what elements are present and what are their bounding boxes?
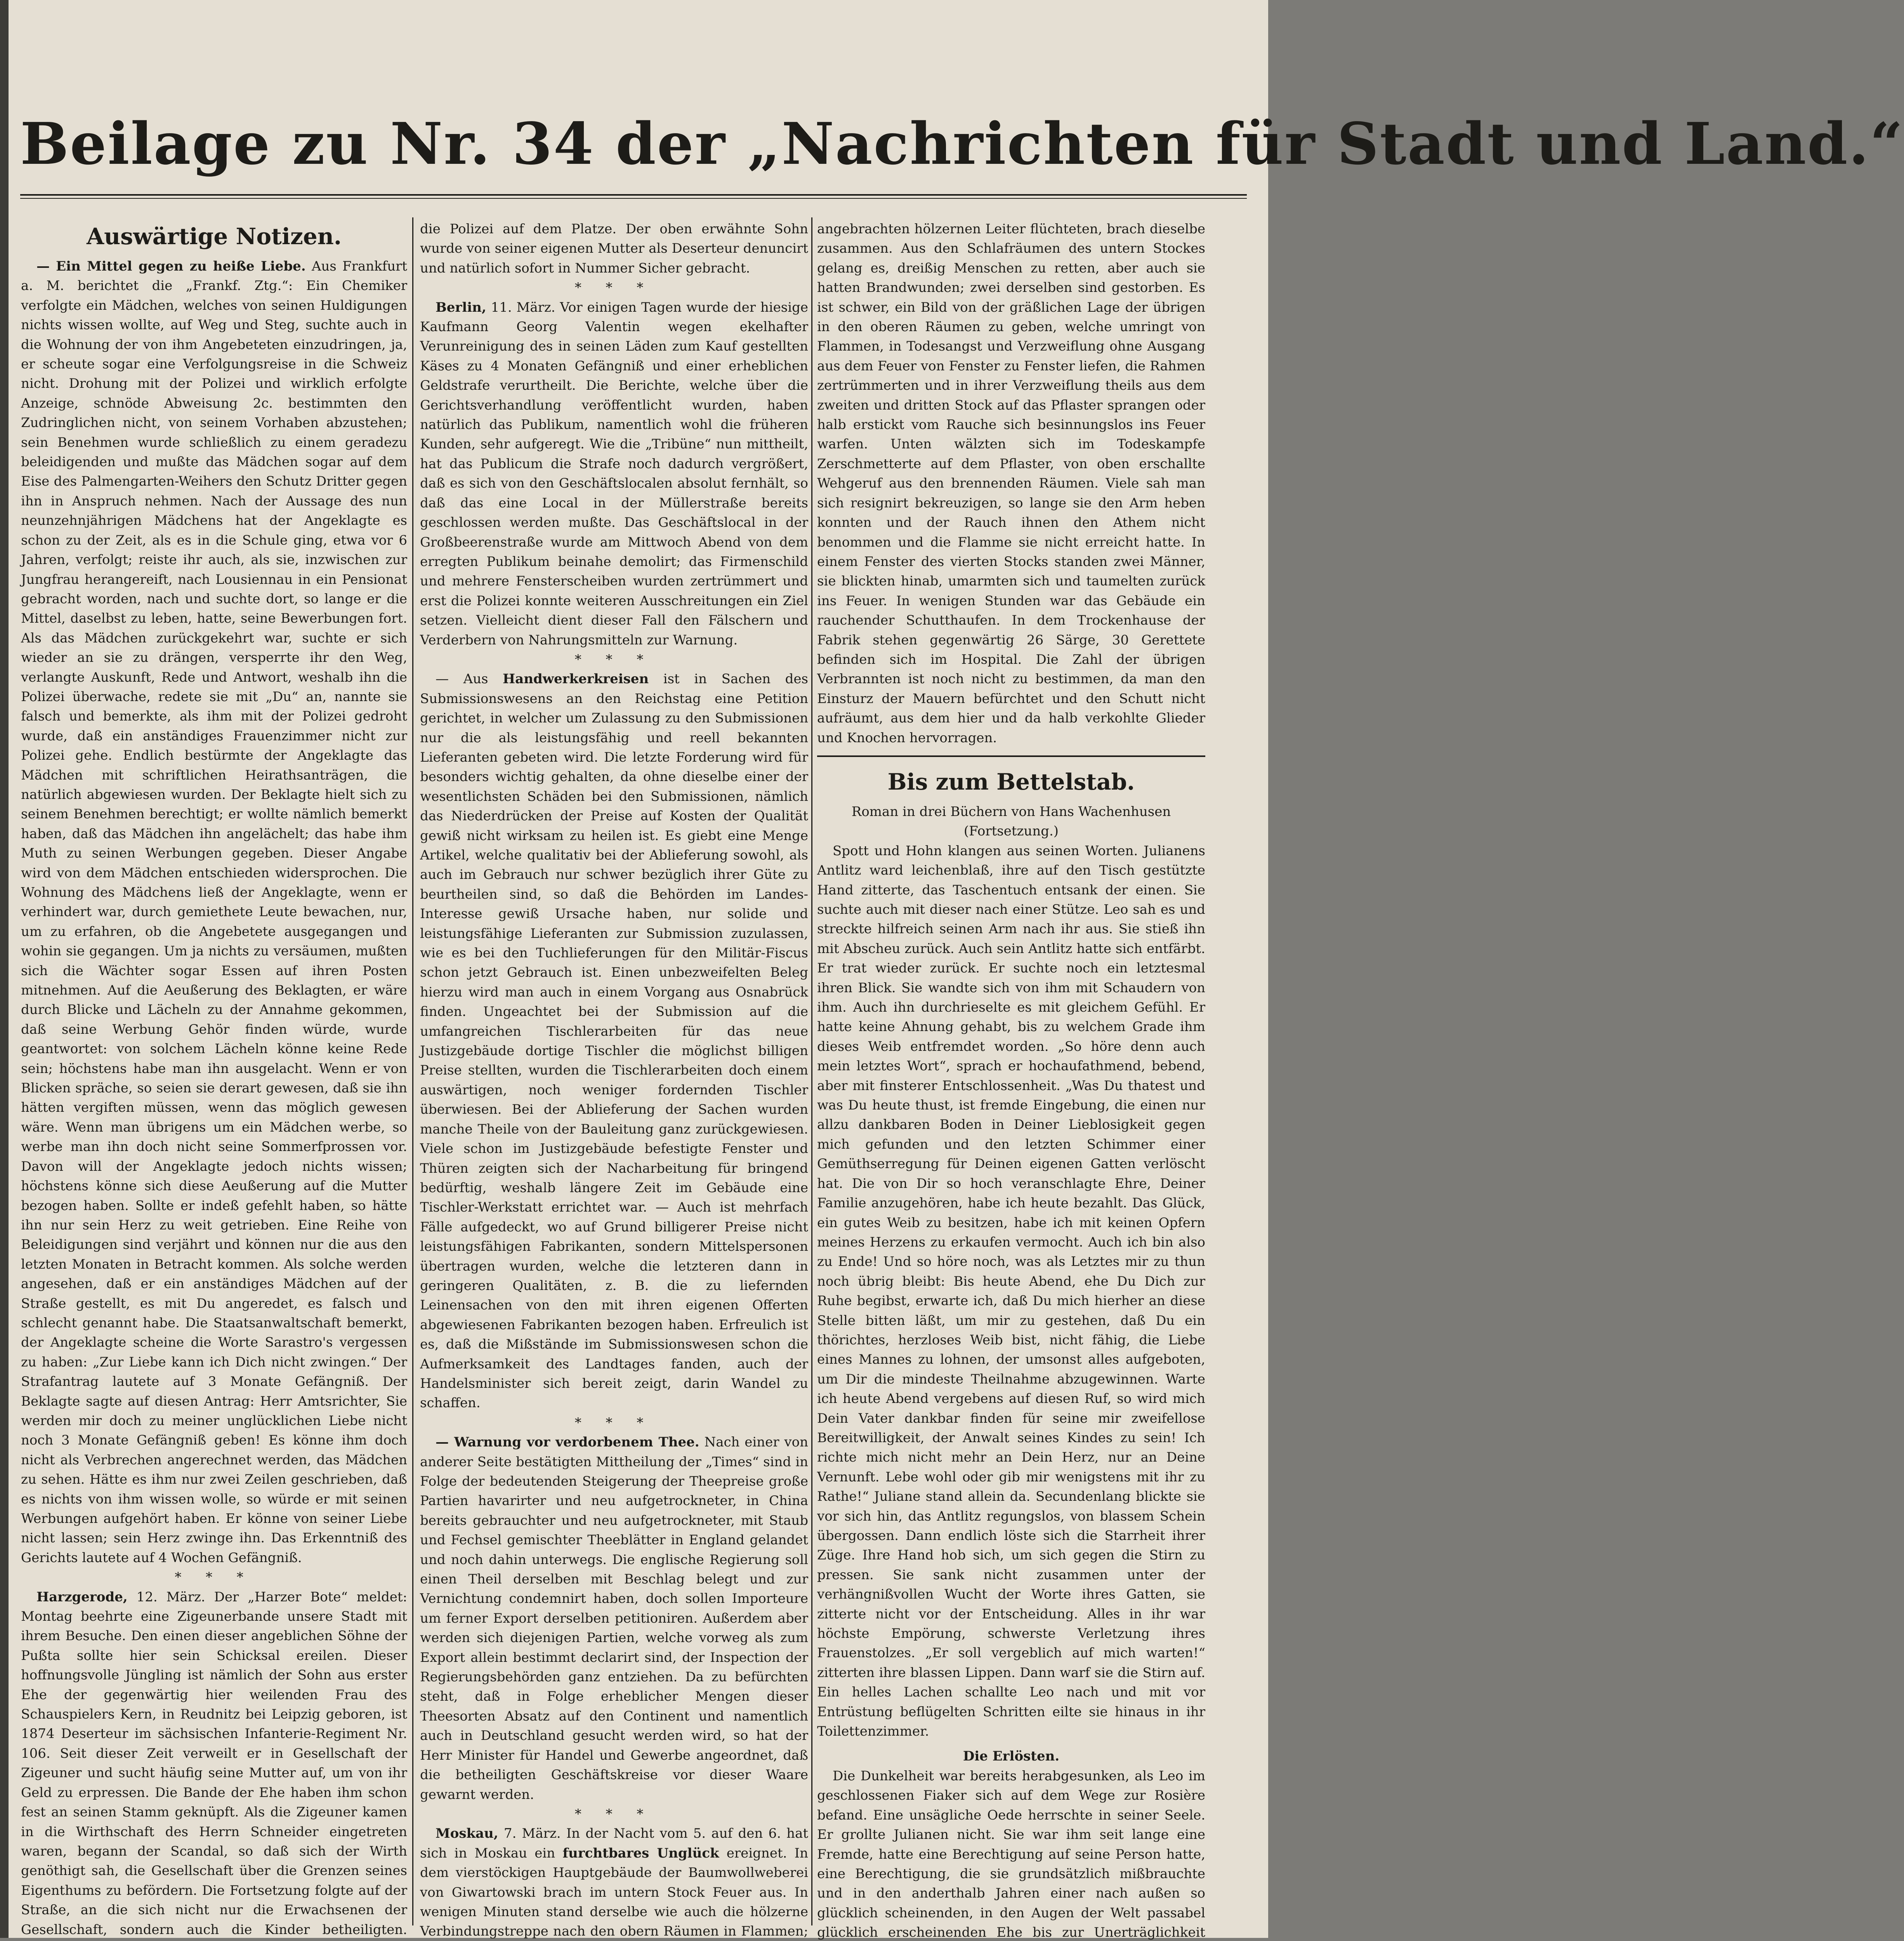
article-continuation: angebrachten hölzernen Leiter flüchteten, brach dieselbe zusammen. Aus den Schlafräumen des untern Stockes gelang es, dreißig Menschen zu retten, aber auch sie hatten Brandwunden; zwei derselben sind gestorben. Es ist schwer, ein Bild von der gräßlichen Lage der übrigen in den oberen Räumen zu geben, welche umringt von Flammen, in Todesangst und Verzweiflung ohne Ausgang aus dem Feuer von Fenster zu Fenster liefen, die Rahmen zertrümmerten und in ihrer Verzweiflung theils aus dem zweiten und dritten Stock auf das Pflaster sprangen oder halb erstickt vom Rauche sich besinnungslos ins Feuer warfen. Unten wälzten sich im Todeskampfe Zerschmetterte auf dem Pflaster, von oben erschallte Wehgeruf aus den brennenden Räumen. Viele sah man sich resignirt bekreuzigen, so lange sie den Arm heben konnten und der Rauch ihnen den Athem nicht benommen und die Flamme sie nicht erreicht hatte. In einem Fenster des vierten Stocks standen zwei Männer, sie blickten hinab, umarmten sich und taumelten zurück ins Feuer. In wenigen Stunden war das Gebäude ein rauchender Schutthaufen. In dem Trockenhause der Fabrik stehen gegenwärtig 26 Särge, 30 Gerettete befinden sich im Hospital. Die Zahl der übrigen Verbrannten ist noch nicht zu bestimmen, da man den Einsturz der Mauern befürchtet und den Schutt nicht aufräumt, aus dem hier und da halb verkohlte Glieder und Knochen hervorragen.: [817, 221, 1205, 746]
article-handwerker: [420, 669, 808, 1413]
serial-heading: Bis zum Bettelstab.: [887, 768, 1135, 795]
article-emphasis: furchtbares Unglück: [562, 1845, 719, 1861]
article-place: Berlin,: [436, 299, 486, 315]
article-continuation: die Polizei auf dem Platze. Der oben erwähnte Sohn wurde von seiner eigenen Mutter als Deserteur denuncirt und natürlich sofort in Nummer Sicher gebracht.: [420, 221, 808, 276]
serial-text: Spott und Hohn klangen aus seinen Worten. Julianens Antlitz ward leichenblaß, ihre auf den Tisch gestützte Hand zitterte, das Taschentuch entsank der einen. Sie suchte auch mit dieser nach einer Stütze. Leo sah es und streckte hilfreich seinen Arm nach ihr aus. Sie stieß ihn mit Abscheu zurück. Auch sein Antlitz hatte sich entfärbt. Er trat wieder zurück. Er suchte noch ein letztesmal ihren Blick. Sie wandte sich von ihm mit Schaudern von ihm. Auch ihn durchrieselte es mit gleichem Gefühl. Er hatte keine Ahnung gehabt, bis zu welchem Grade ihm dieses Weib entfremdet worden. „So höre denn auch mein letztes Wort“, sprach er hochaufathmend, bebend, aber mit finsterer Entschlossenheit. „Was Du thatest und was Du heute thust, ist fremde Eingebung, die einen nur allzu dankbaren Boden in Deiner Lieblosigkeit gegen mich gefunden und den letzten Schimmer einer Gemüthserregung für Deinen eigenen Gatten verlöscht hat. Die von Dir so hoch veranschlagte Ehre, Deiner Familie anzugehören, habe ich heute bezahlt. Das Glück, ein gutes Weib zu besitzen, habe ich mit keinen Opfern meines Herzens zu erkaufen vermocht. Auch ich bin also zu Ende! Und so höre noch, was als Letztes mir zu thun noch übrig bleibt: Bis heute Abend, ehe Du Dich zur Ruhe begibst, erwarte ich, daß Du mich hierher an diese Stelle bitten läßt, um mir zu gestehen, daß Du ein thörichtes, herzloses Weib bist, nicht fähig, die Liebe eines Mannes zu lohnen, der umsonst alles aufgeboten, um Dir die mindeste Theilnahme abzugewinnen. Warte ich heute Abend vergebens auf diesen Ruf, so wird mich Dein Vater dankbar finden für seine mir zweifellose Bereitwilligkeit, der Anwalt seines Kindes zu sein! Ich richte mich nicht mehr an Dein Herz, nur an Deine Vernunft. Lebe wohl oder gib mir wenigstens mit ihr zu Rathe!“ Juliane stand allein da. Secundenlang blickte sie vor sich hin, das Antlitz regungslos, von blassem Schein übergossen. Dann endlich löste sich die Starrheit ihrer Züge. Ihre Hand hob sich, um sich gegen die Stirn zu pressen. Sie sank nicht zusammen unter der verhängnißvollen Wucht der Worte ihres Gatten, sie zitterte nicht vor der Entscheidung. Alles in ihr war höchste Empörung, schwerste Verletzung ihres Frauenstolzes. „Er soll vergeblich auf mich warten!“ zitterten ihre blassen Lippen. Dann warf sie die Stirn auf. Ein helles Lachen schallte Leo nach und mit vor Entrüstung beflügelten Schritten eilte sie hinaus in ihr Toilettenzimmer.: [817, 843, 1205, 1740]
separator-stars: * * *: [574, 1415, 654, 1431]
masthead-rule-top: [20, 194, 1247, 196]
section-heading: Auswärtige Notizen.: [86, 223, 342, 250]
column-3: [817, 219, 1205, 1941]
column-rule-1: [412, 217, 413, 1925]
article-thee: [420, 1432, 808, 1804]
article-moskau: [420, 1824, 808, 1941]
article-frankfurt: [21, 257, 407, 1568]
separator-stars: * * *: [574, 1806, 654, 1822]
serial-byline: Roman in drei Büchern von Hans Wachenhusen: [851, 804, 1171, 819]
separator-stars: * * *: [574, 651, 654, 667]
serial-continuation-note: (Fortsetzung.): [963, 823, 1059, 839]
article-text: ist in Sachen des Submissionswesens an den Reichstag eine Petition gerichtet, in welcher um Zulassung zu den Submissionen nur die als leistungsfähig und reell bekannten Lieferanten gebeten wird. Die letzte Forderung wird für besonders wichtig gehalten, da ohne dieselbe einer der wesentlichsten Schäden bei den Submissionen, nämlich das Niederdrücken der Preise auf Kosten der Qualität gewiß nicht wirksam zu heilen ist. Es giebt eine Menge Artikel, welche qualitativ bei der Ablieferung sowohl, als auch im Gebrauch nur schwer bezüglich ihrer Güte zu beurtheilen sind, so daß die Behörden im Landes-Interesse gewiß Ursache haben, nur solide und leistungsfähige Lieferanten zur Submission zuzulassen, wie es bei den Tuchlieferungen für den Militär-Fiscus schon jetzt Gebrauch ist. Einen unbezweifelten Beleg hierzu wird man auch in einem Vorgang aus Osnabrück finden. Ungeachtet bei der Submission auf die umfangreichen Tischlerarbeiten für das neue Justizgebäude dortige Tischler die möglichst billigen Preise stellten, wurden die Tischlerarbeiten doch einem auswärtigen, noch weniger fordernden Tischler überwiesen. Bei der Ablieferung der Sachen wurden manche Theile von der Bauleitung ganz zurückgewiesen. Viele schon im Justizgebäude befestigte Fenster und Thüren zeigten sich der Nacharbeitung für bringend bedürftig, weshalb längere Zeit im Gebäude eine Tischler-Werkstatt errichtet war. — Auch ist mehrfach Fälle aufgedeckt, wo auf Grund billigerer Preise nicht leistungsfähigen Fabrikanten, sondern Mittelspersonen übertragen wurden, welche die letzteren dann in geringeren Qualitäten, z. B. die zu liefernden Leinensachen von den mit ihren eigenen Offerten abgewiesenen Fabrikanten bezogen haben. Erfreulich ist es, daß die Mißstände im Submissionswesen schon die Aufmerksamkeit des Landtages fanden, auch der Handelsminister sich bereit zeigt, darin Wandel zu schaffen.: [420, 671, 809, 1411]
column-2: [420, 219, 809, 1939]
scanner-edge: [0, 0, 9, 1938]
article-place: Harzgerode,: [36, 1589, 128, 1605]
article-text: 7. März. In der Nacht vom 5. auf den 6. hat sich in Moskau ein: [420, 1826, 809, 1861]
article-text: 11. März. Vor einigen Tagen wurde der hiesige Kaufmann Georg Valentin wegen ekelhafter Verunreinigung des in seinen Läden zum Kauf gestellten Käses zu 4 Monaten Gefängniß und einer erheblichen Geldstrafe verurtheilt. Die Berichte, welche über die Gerichtsverhandlung veröffentlicht wurden, haben natürlich das Publikum, namentlich wohl die früheren Kunden, sehr aufgeregt. Wie die „Tribüne“ nun mittheilt, hat das Publicum die Strafe noch dadurch vergrößert, daß es sich von den Geschäftslocalen absolut fernhält, so daß das eine Local in der Müllerstraße bereits geschlossen werden mußte. Das Geschäftslocal in der Großbeerenstraße wurde am Mittwoch Abend von dem erregten Publikum beinahe demolirt; das Firmenschild und mehrere Fensterscheiben wurden zertrümmert und erst die Polizei konnte weiteren Ausschreitungen ein Ziel setzen. Vielleicht dient dieser Fall den Fälschern und Verderbern von Nahrungsmitteln zur Warnung.: [420, 299, 808, 648]
column-rule-2: [811, 217, 812, 1925]
separator-stars: * * *: [574, 280, 654, 296]
article-lead: — Aus: [436, 671, 488, 687]
article-title: Handwerkerkreisen: [503, 671, 649, 687]
article-title: — Ein Mittel gegen zu heiße Liebe.: [36, 259, 306, 274]
masthead-rule-bottom: [20, 198, 1247, 199]
column-1: [21, 219, 408, 1938]
article-text: ereignet. In dem vierstöckigen Hauptgebäude der Baumwollweberei von Giwartowski brach im untern Stock Feuer aus. In wenigen Minuten stand derselbe wie auch die hölzerne Verbindungstreppe nach den obern Räumen in Flammen;: [420, 1845, 808, 1939]
masthead-title: Beilage zu Nr. 34 der „Nachrichten für Stadt und Land.“: [20, 110, 1904, 177]
chapter-heading: Die Erlösten.: [963, 1748, 1060, 1764]
article-text: Aus Frankfurt a. M. berichtet die „Frankf. Ztg.“: Ein Chemiker verfolgte ein Mädchen, welches von seinen Huldigungen nichts wissen wollte, auf Weg und Steg, suchte auch in die Wohnung der von ihm Angebeteten einzudringen, ja, er scheute sogar eine Verfolgungsreise in die Schweiz nicht. Drohung mit der Polizei und wirklich erfolgte Anzeige, schnöde Abweisung 2c. bestimmten den Zudringlichen nicht, von seinem Vorhaben abzustehen; sein Benehmen wurde schließlich zu einem geradezu beleidigenden und mußte das Mädchen sogar auf dem Eise des Palmengarten-Weihers den Schutz Dritter gegen ihn in Anspruch nehmen. Nach der Aussage des nun neunzehnjährigen Mädchens hat der Angeklagte es schon zu der Zeit, als es in die Schule ging, etwa vor 6 Jahren, verfolgt; reiste ihr auch, als sie, inzwischen zur Jungfrau herangereift, nach Lousiennau in ein Pensionat gebracht worden, nach und suchte dort, so lange er die Mittel, daselbst zu leben, hatte, seine Bewerbungen fort. Als das Mädchen zurückgekehrt war, suchte er sich wieder an sie zu drängen, versperrte ihr den Weg, verlangte Auskunft, Rede und Antwort, weshalb ihn die Polizei überwache, redete sie mit „Du“ an, nannte sie falsch und bemerkte, als ihm mit der Polizei gedroht wurde, daß ein anständiges Frauenzimmer nicht zur Polizei gehe. Endlich bestürmte der Angeklagte das Mädchen mit schriftlichen Heirathsanträgen, die natürlich abgewiesen wurden. Der Beklagte hielt sich zu seinem Benehmen berechtigt; er wollte nämlich bemerkt haben, daß das Mädchen ihn angelächelt; das habe ihm Muth zu seinen Werbungen gegeben. Dieser Angabe wird von dem Mädchen entschieden widersprochen. Die Wohnung des Mädchens ließ der Angeklagte, wenn er verhindert war, durch gemiethete Leute bewachen, nur, um zu erfahren, ob die Angebetete ausgegangen und wohin sie gegangen. Um ja nichts zu versäumen, mußten sich die Wächter sogar Essen auf ihren Posten mitnehmen. Auf die Aeußerung des Beklagten, er wäre durch Blicke und Lächeln zu der Annahme gekommen, daß seine Werbung Gehör finden würde, wurde geantwortet: von solchem Lächeln könne keine Rede sein; höchstens habe man ihn ausgelacht. Wenn er von Blicken spräche, so seien sie derart gewesen, daß sie ihn hätten vergiften müssen, wenn das möglich gewesen wäre. Wenn man übrigens um ein Mädchen werbe, so werbe man ihn doch nicht seine Sommerfprossen vor. Davon will der Angeklagte jedoch nichts wissen; höchstens könne sich diese Aeußerung auf die Mutter bezogen haben. Sollte er indeß gefehlt haben, so hätte ihn nur sein Herz zu weit getrieben. Eine Reihe von Beleidigungen sind verjährt und können nur die aus den letzten Monaten in Betracht kommen. Als solche werden angesehen, daß er ein anständiges Mädchen auf der Straße gestellt, es mit Du angeredet, es falsch und schlecht genannt habe. Die Staatsanwaltschaft bemerkt, der Angeklagte scheine die Worte Sarastro's vergessen zu haben: „Zur Liebe kann ich Dich nicht zwingen.“ Der Strafantrag lautete auf 3 Monate Gefängniß. Der Beklagte sagte auf diesen Antrag: Herr Amtsrichter, Sie werden mir doch zu meiner unglücklichen Liebe nicht noch 3 Monate Gefängniß geben! Es könne ihm doch nicht als Verbrechen angerechnet werden, das Mädchen zu sehen. Hätte es ihm nur zwei Zeilen geschrieben, daß es nichts von ihm wissen wolle, so würde er mit seinen Werbungen aufgehört haben. Er könne von seiner Liebe nicht lassen; sein Herz zwinge ihn. Das Erkenntniß des Gerichts lautete auf 4 Wochen Gefängniß.: [21, 259, 408, 1566]
serial-divider: [817, 755, 1205, 757]
article-text: 12. März. Der „Harzer Bote“ meldet: Montag beehrte eine Zigeunerbande unsere Stadt mit ihrem Besuche. Den einen dieser angeblichen Söhne der Pußta sollte hier sein Schicksal ereilen. Dieser hoffnungsvolle Jüngling ist nämlich der Sohn aus erster Ehe der gegenwärtig hier weilenden Frau des Schauspielers Kern, in Reudnitz bei Leipzig geboren, ist 1874 Deserteur im sächsischen Infanterie-Regiment Nr. 106. Seit dieser Zeit verweilt er in Gesellschaft der Zigeuner und sucht häufig seine Mutter auf, um von ihr Geld zu erpressen. Die Bande der Ehe haben ihm schon fest an seinen Stamm geknüpft. Als die Zigeuner kamen in die Wirthschaft des Herrn Schneider eingetreten waren, begann der Scandal, so daß sich der Wirth genöthigt sah, die Gesellschaft über die Grenzen seines Eigenthums zu befördern. Die Fortsetzung folgte auf der Straße, an die sich nicht nur die Erwachsenen der Gesellschaft, sondern auch die Kinder betheiligten.: [21, 1589, 407, 1938]
article-text: Nach einer von anderer Seite bestätigten Mittheilung der „Times“ sind in Folge der bedeutenden Steigerung der Theepreise große Partien havarirter und neu aufgetrockneter, in China bereits gebrauchter und neu aufgetrockneter, mit Staub und Fechsel gemischter Theeblätter in England gelandet und noch dahin unterwegs. Die englische Regierung soll einen Theil derselben mit Beschlag belegt und zur Vernichtung condemnirt haben, doch sollen Importeure um ferner Export derselben petitioniren. Außerdem aber werden sich diejenigen Partien, welche vorweg als zum Export allein bestimmt declarirt sind, der Inspection der Regierungsbehörden ganz entziehen. Da zu befürchten steht, daß in Folge erheblicher Mengen dieser Theesorten Absatz auf den Continent und namentlich auch in Deutschland gesucht werden wird, so hat der Herr Minister für Handel und Gewerbe angeordnet, daß die betheiligten Geschäftskreise vor dieser Waare gewarnt werden.: [420, 1434, 808, 1802]
article-harzgerode: [21, 1587, 407, 1941]
newspaper-page: [9, 0, 1904, 1941]
chapter-text: Die Dunkelheit war bereits herabgesunken, als Leo im geschlossenen Fiaker sich auf dem Wege zur Rosière befand. Eine unsägliche Oede herrschte in seiner Seele. Er grollte Julianen nicht. Sie war ihm seit lange eine Fremde, hatte eine Berechtigung auf seine Person hatte, eine Berechtigung, die sie grundsätzlich mißbrauchte und in den anderthalb Jahren einer nach außen so glücklich scheinenden, in den Augen der Welt passabel glücklich erscheinenden Ehe bis zur Unerträglichkeit: [817, 1768, 1205, 1941]
article-place: Moskau,: [436, 1826, 498, 1842]
article-title: — Warnung vor verdorbenem Thee.: [436, 1434, 699, 1450]
separator-stars: * * *: [175, 1569, 253, 1585]
article-berlin: [420, 298, 808, 650]
